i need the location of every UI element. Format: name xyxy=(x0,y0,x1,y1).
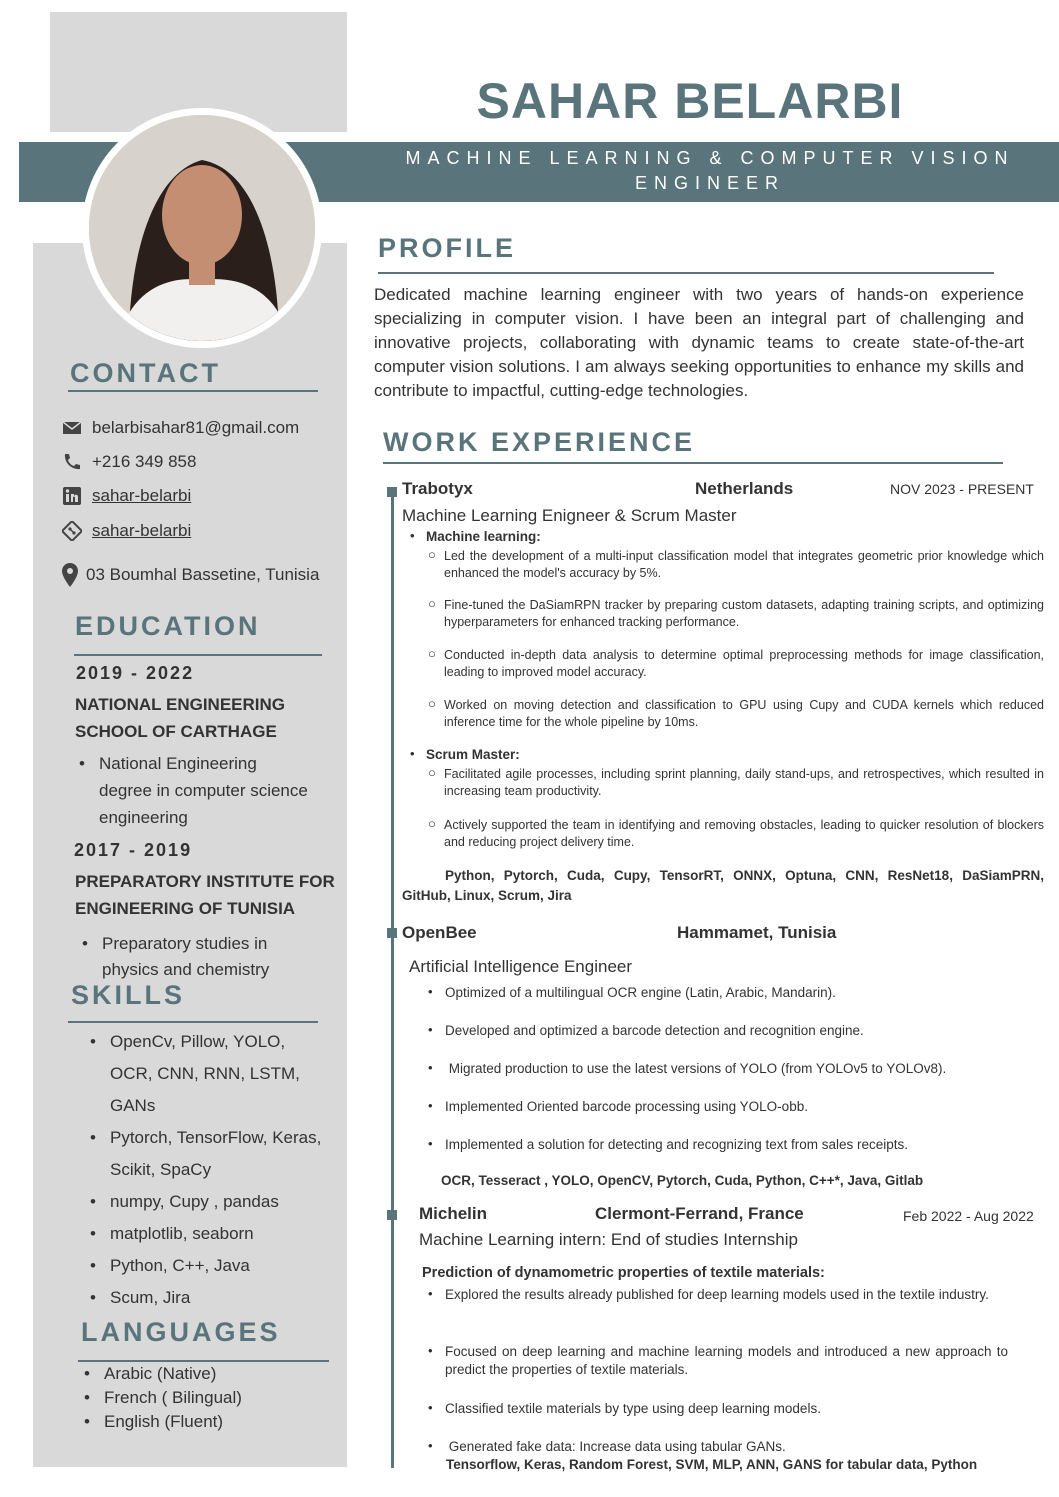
bullet-icon: • xyxy=(410,528,415,543)
job-2-task-1: Optimized of a multilingual OCR engine (Latin, Arabic, Mandarin). xyxy=(445,985,836,1000)
circle-bullet-icon: ○ xyxy=(428,696,436,711)
school-2-line1: PREPARATORY INSTITUTE FOR xyxy=(75,872,335,891)
git-icon xyxy=(62,521,82,541)
contact-email[interactable] xyxy=(62,418,299,438)
bullet-icon: • xyxy=(428,1438,433,1453)
detail-1-line3: engineering xyxy=(99,808,188,827)
list-item: • Python, C++, Java xyxy=(86,1250,321,1282)
education-school-2 xyxy=(75,868,335,922)
phone-text: +216 349 858 xyxy=(92,452,197,471)
skill-2-line2: Scikit, SpaCy xyxy=(110,1160,212,1179)
circle-bullet-icon: ○ xyxy=(428,547,436,562)
linkedin-icon xyxy=(62,487,82,505)
education-rule xyxy=(74,654,322,656)
list-item: • French ( Bilingual) xyxy=(80,1386,242,1410)
email-text: belarbisahar81@gmail.com xyxy=(92,418,300,437)
circle-bullet-icon: ○ xyxy=(428,816,436,831)
job-1-tech xyxy=(402,866,1044,906)
education-years-1: 2019 - 2022 xyxy=(76,663,195,683)
phone-icon xyxy=(62,453,82,471)
profile-rule xyxy=(378,272,994,274)
bullet-icon: • xyxy=(428,1286,433,1301)
education-detail-2 xyxy=(78,931,269,983)
job-3-subtitle: Prediction of dynamometric properties of textile materials: xyxy=(422,1265,825,1281)
job-2-task-3: Migrated production to use the latest versions of YOLO (from YOLOv5 to YOLOv8). xyxy=(445,1061,947,1076)
languages-list xyxy=(80,1362,242,1434)
contact-phone[interactable] xyxy=(62,452,196,472)
education-school-1 xyxy=(75,691,285,745)
school-1-line1: NATIONAL ENGINEERING xyxy=(75,695,285,714)
job-3-company: Michelin xyxy=(419,1204,488,1223)
job-1-company: Trabotyx xyxy=(402,479,473,498)
job-2-task-5: Implemented a solution for detecting and recognizing text from sales receipts. xyxy=(445,1137,908,1152)
circle-bullet-icon: ○ xyxy=(428,596,436,611)
job-3-title: Machine Learning intern: End of studies Internship xyxy=(419,1230,798,1249)
job-3-tech: Tensorflow, Keras, Random Forest, SVM, MLP, ANN, GANS for tabular data, Python xyxy=(446,1457,978,1472)
profile-photo xyxy=(89,115,315,341)
candidate-name: SAHAR BELARBI xyxy=(476,73,904,129)
timeline-marker xyxy=(387,1210,397,1220)
linkedin-link[interactable]: sahar-belarbi xyxy=(92,486,192,505)
job-role-line1: MACHINE LEARNING & COMPUTER VISION xyxy=(405,148,1015,168)
job-2-company: OpenBee xyxy=(402,923,477,942)
job-1-task-4: Worked on moving detection and classification to GPU using Cupy and CUDA kernels which reduced inference time for the whole pipeline by 10ms. xyxy=(444,698,1044,729)
envelope-icon xyxy=(62,420,82,436)
job-role-line2: ENGINEER xyxy=(634,173,786,193)
job-2-title: Artificial Intelligence Engineer xyxy=(409,957,633,976)
list-item xyxy=(86,1026,321,1122)
detail-1-line1: National Engineering xyxy=(99,754,257,773)
bullet-icon: • xyxy=(428,1343,433,1358)
address-text: 03 Boumhal Bassetine, Tunisia xyxy=(86,565,320,584)
contact-git[interactable] xyxy=(62,521,191,541)
school-1-line2: SCHOOL OF CARTHAGE xyxy=(75,722,277,741)
circle-bullet-icon: ○ xyxy=(428,765,436,780)
job-3-task-2: Focused on deep learning and machine learning models and introduced a new approach to predict the properties of textile materials. xyxy=(445,1344,1008,1377)
bullet-icon: • xyxy=(428,1098,433,1113)
detail-1-line2: degree in computer science xyxy=(99,781,308,800)
contact-rule xyxy=(68,390,318,392)
bullet-icon: • xyxy=(428,1136,433,1151)
skills-rule xyxy=(68,1021,318,1023)
job-1-location: Netherlands xyxy=(695,479,794,498)
job-1-task-2: Fine-tuned the DaSiamRPN tracker by preparing custom datasets, adapting training scripts, and optimizing hyperparameters for enhanced tracking performance. xyxy=(444,598,1044,629)
profile-summary: Dedicated machine learning engineer with two years of hands-on experience specializing in computer vision. I have been an integral part of challenging and innovative projects, collaborating with dynamic teams to create state-of-the-art computer vision solutions. I am always seeking opportunities to enhance my skills and contribute to impactful, cutting-edge technologies. xyxy=(374,285,1024,400)
school-2-line2: ENGINEERING OF TUNISIA xyxy=(75,899,296,918)
list-item: • numpy, Cupy , pandas xyxy=(86,1186,321,1218)
list-item: • English (Fluent) xyxy=(80,1410,242,1434)
job-3-date: Feb 2022 - Aug 2022 xyxy=(903,1208,1034,1224)
job-2-location: Hammamet, Tunisia xyxy=(677,923,837,942)
git-link[interactable]: sahar-belarbi xyxy=(92,521,192,540)
list-item: • Arabic (Native) xyxy=(80,1362,242,1386)
bullet-icon: • xyxy=(428,1060,433,1075)
circle-bullet-icon: ○ xyxy=(428,646,436,661)
profile-heading: PROFILE xyxy=(378,233,517,263)
job-3-location: Clermont-Ferrand, France xyxy=(595,1204,804,1223)
list-item xyxy=(75,750,308,831)
job-1-tech-line1: Python, Pytorch, Cuda, Cupy, TensorRT, ONNX, Optuna, CNN, ResNet18, DaSiamPRN, xyxy=(445,868,1044,883)
skills-list xyxy=(86,1026,321,1314)
skill-1-line2: OCR, CNN, RNN, LSTM, xyxy=(110,1064,300,1083)
timeline-line xyxy=(391,488,394,1468)
job-2-task-4: Implemented Oriented barcode processing using YOLO-obb. xyxy=(445,1099,808,1114)
job-role xyxy=(360,146,1059,196)
job-1-task-3: Conducted in-depth data analysis to determine optimal preprocessing methods for image classification, leading to improved model accuracy. xyxy=(444,648,1044,679)
job-1-tech-line2: GitHub, Linux, Scrum, Jira xyxy=(402,888,572,903)
job-3-task-1: Explored the results already published for deep learning models used in the textile industry. xyxy=(445,1287,989,1302)
job-3-task-4: Generated fake data: Increase data using tabular GANs. xyxy=(445,1439,786,1454)
education-detail-1 xyxy=(75,750,308,831)
job-2-tech: OCR, Tesseract , YOLO, OpenCV, Pytorch, Cuda, Python, C++*, Java, Gitlab xyxy=(441,1173,924,1188)
skill-1-line1: OpenCv, Pillow, YOLO, xyxy=(110,1032,286,1051)
job-2-task-2: Developed and optimized a barcode detection and recognition engine. xyxy=(445,1023,864,1038)
work-heading: WORK EXPERIENCE xyxy=(383,427,696,457)
timeline-marker xyxy=(387,928,397,938)
list-item: • matplotlib, seaborn xyxy=(86,1218,321,1250)
education-heading: EDUCATION xyxy=(75,611,261,641)
list-item: • Scum, Jira xyxy=(86,1282,321,1314)
work-rule xyxy=(383,462,1003,464)
skill-2-line1: Pytorch, TensorFlow, Keras, xyxy=(110,1128,322,1147)
bullet-icon: • xyxy=(410,746,415,761)
detail-2-line1: Preparatory studies in xyxy=(102,934,268,953)
contact-address xyxy=(62,563,319,587)
languages-heading: LANGUAGES xyxy=(81,1317,281,1347)
timeline-marker xyxy=(387,487,397,497)
profile-photo-frame xyxy=(82,108,322,348)
bullet-icon: • xyxy=(428,1022,433,1037)
contact-linkedin[interactable] xyxy=(62,486,191,506)
skill-1-line3: GANs xyxy=(110,1096,156,1115)
job-1-task-1: Led the development of a multi-input classification model that integrates geometric prior knowledge which enhanced the model's accuracy by 5%. xyxy=(444,549,1044,580)
job-1-date: NOV 2023 - PRESENT xyxy=(890,481,1034,497)
detail-2-line2: physics and chemistry xyxy=(102,960,270,979)
skills-heading: SKILLS xyxy=(71,980,186,1010)
job-3-task-3: Classified textile materials by type using deep learning models. xyxy=(445,1401,821,1416)
bullet-icon: • xyxy=(428,1400,433,1415)
bullet-icon: • xyxy=(428,984,433,999)
location-pin-icon xyxy=(62,563,78,587)
job-1-group-1-label: Machine learning: xyxy=(426,529,541,544)
job-1-task-5: Facilitated agile processes, including sprint planning, daily stand-ups, and retrospectives, which resulted in increasing team productivity. xyxy=(444,767,1044,798)
job-1-title: Machine Learning Enigneer & Scrum Master xyxy=(402,506,737,525)
job-1-group-2-label: Scrum Master: xyxy=(426,747,520,762)
list-item xyxy=(78,931,269,983)
list-item xyxy=(86,1122,321,1186)
education-years-2: 2017 - 2019 xyxy=(74,840,193,860)
contact-heading: CONTACT xyxy=(70,358,221,388)
job-1-task-6: Actively supported the team in identifying and removing obstacles, leading to quicker resolution of blockers and reducing project delivery time. xyxy=(444,818,1044,849)
